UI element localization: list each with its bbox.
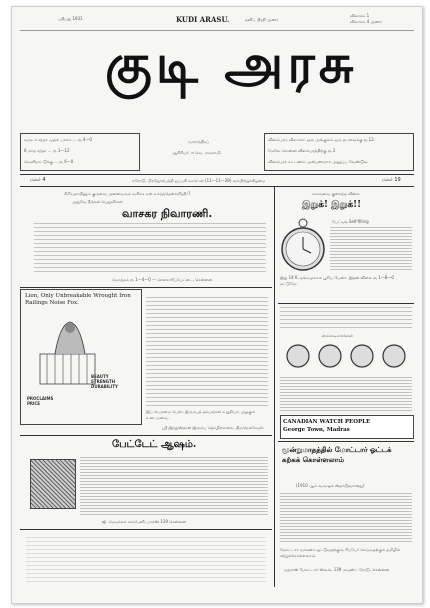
volume-label: மலர் 4 xyxy=(30,177,46,183)
watch-ad-body xyxy=(330,227,412,271)
bottle-illustration xyxy=(30,459,76,509)
canadian-watch-label: CANADIAN WATCH PEOPLE George Town, Madras xyxy=(283,419,371,433)
lion-badge: BEAUTY STRENGTH DURABILITY xyxy=(91,374,118,389)
mid-right-text xyxy=(280,307,412,329)
ad1-intro2: அதுவே நீங்கள் பெறுவீர்கள் xyxy=(72,199,123,204)
bottom-left-text xyxy=(26,537,266,585)
canadian-watch-box xyxy=(280,415,414,439)
motor-rule xyxy=(278,441,414,442)
subscription-box xyxy=(20,133,140,171)
subscription-line-1: வருடச் சந்தா முதல் பாகம் ... ரூ 4—0 xyxy=(24,137,92,142)
subscription-line-2: 6 மாத சந்தா ... ரூ 1—12 xyxy=(24,148,70,153)
ad3-body-text xyxy=(80,457,268,517)
ad3-title: பேட்டேட் ஆஷம். xyxy=(112,439,197,450)
ad-rate-line-1: விளம்பரம் விலாசம்: ஒரு அங்குலம் ஒரு தடவைக்கு ரூ 12. xyxy=(268,137,376,142)
watch-ad-text: இது 14 K. தங்கமுலாம் பூசிய பேனா. இதன் விலை ரூ 1—8—0 மட்டுமே. xyxy=(280,275,394,286)
ad-rate-line-3: விளம்பரக் கட்டணம் முன்பணமாக அனுப்ப வேண்டும். xyxy=(268,159,369,164)
kudi-arasu-latin: KUDI ARASU. xyxy=(176,15,230,24)
subscription-note: விலாசம் 1 விலாசம் 4 அணா xyxy=(350,13,383,24)
motor-ad-sub: (1910 ஆம் வருஷம் ஸ்தாபிதமானது) xyxy=(296,483,365,488)
wristwatches-illustration xyxy=(278,341,414,371)
issue-number: மலர் 19 xyxy=(382,177,401,183)
ad1-intro: சிறியதாயினும் குருவை அனைவரும் வசிக்க ஏன் உகந்ததென்றறிந்தீர்? xyxy=(64,191,191,196)
lion-footer: ஸ்ரீ இந்துஸ்தான் இரும்பு தொழிற்சாலை, திருநெல்வேலி. xyxy=(162,425,265,430)
wristwatch-caption: கைக்கடிகாரங்கள் xyxy=(322,333,354,338)
ad1-footer: மொத்தம் ரூ 1—4—0 — சௌகாரிப்பேட்டை, சென்னை. xyxy=(112,277,214,282)
ad3-rule xyxy=(20,529,272,530)
middle-article-text xyxy=(146,297,268,407)
fountain-pen-label: பேட்டிங் Self-filling xyxy=(332,219,369,224)
wristwatch-text xyxy=(280,377,412,411)
editor-caption: ஆசிரியர்: ஈ.வெ. ராமசாமி. xyxy=(172,150,222,155)
subscription-line-3: வெளிநாட்டுக்கு ... ரூ 6—0 xyxy=(24,159,74,164)
masthead-title: குடி அரசு xyxy=(105,33,358,95)
ad1-body-text xyxy=(34,223,266,273)
ad-rates-box xyxy=(264,133,414,171)
watch-rule xyxy=(278,303,414,304)
watch-ad-irukku: இறுக்! இறுக்!! xyxy=(302,200,362,210)
weekly-caption: வாராந்திரப் xyxy=(188,139,209,144)
lion-railing-ad xyxy=(20,289,142,425)
motor-ad-text: மோட்டார் வாகனம் ஓட்டுவதற்கும், ரிப்பேர் செய்வதற்கும் தமிழில் கற்றுக்கொள்ளலாம். xyxy=(280,547,401,558)
ad1-rule xyxy=(20,287,272,288)
issue-tag: புதியது 1931 xyxy=(58,16,83,21)
ad-rate-line-2: மேலே சொன்ன விளம்பரத்திற்கு ரூ 2 xyxy=(268,148,336,153)
ad3-footer: ஜி. மெடிக்கல் கம்பெனி, பாக்ஸ் 119 சென்னை xyxy=(102,519,186,524)
lion-heading: Lion, Only Unbreakable Wrought Iron Railings Noise Fox. xyxy=(25,293,131,306)
lion-body: இப் பெருமை பெற்ற இரும்புத் தம்பங்கள் உறுதியும் அழகும் உடையவை. xyxy=(146,409,256,420)
dateline-rule-top xyxy=(20,174,414,175)
ad1-title: வாசகர நிவாரணி. xyxy=(122,207,213,220)
price-line: தனிப் பிரதி அணா xyxy=(245,17,279,22)
motor-ad-body xyxy=(280,493,412,543)
motor-ad-title: மூன்றுமாதத்தில் மோட்டார் ஓட்டக் கற்கக் கொள்ளலாம் xyxy=(282,445,392,464)
motor-ad-footer: மதராஸ் மோட்டார் ஸ்கூல், 139 மவுண்ட் ரோடு, சென்னை. xyxy=(284,567,391,572)
ad2-rule xyxy=(20,435,272,436)
dateline-rule-bottom xyxy=(20,186,414,187)
column-divider xyxy=(274,187,275,587)
newspaper-page xyxy=(11,6,423,604)
dateline: ஈரோடு, பிரஜோற்பத்தி ஐப்பசி ௩௰ௌ (11—11—28) ஞாயிற்றுக்கிழமை xyxy=(132,178,266,183)
watch-ad-intro: எவ்வளவு குறைந்த விலை xyxy=(312,191,360,196)
pocket-watch-illustration xyxy=(278,215,328,273)
lion-price-badge: PROCLAIMS PRICE xyxy=(27,396,54,406)
